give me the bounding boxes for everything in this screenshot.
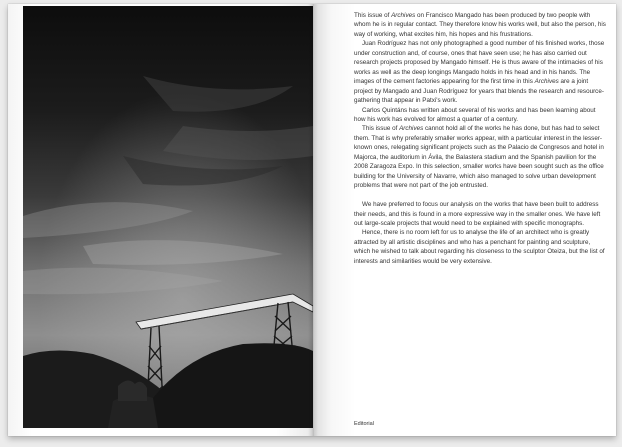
right-page [313,4,616,436]
paragraph-5: We have preferred to focus our analysis on the works that have been built to address their needs, and this is found in a more expressive way in the smaller ones. We have left out large-scale projects that would need to be explained with specific monographs. [354,201,601,227]
paragraph-3: Carlos Quintáns has written about several of his works and has been learning about how his work has evolved for almost a quarter of a century. [354,106,596,123]
cement-factory-photo [23,6,313,428]
paragraph-6: Hence, there is no room left for us to analyse the life of an architect who is greatly attracted by all artistic disciplines and who has a penchant for painting and sculpture, which he wished to talk about regarding his closeness to the sculptor Oteiza, but the list of interests and similarities would be very extensive. [354,229,605,265]
editorial-text [354,11,606,266]
page-footer-section: Editorial [354,421,374,427]
paragraph-2: Juan Rodríguez has not only photographed a good number of his finished works, those under construction and, of course, ones that have seen use; he has also carried out research projects proposed by Mangado himself. He is thus aware of the intimacies of his works as well as the deep longings Mangado holds in his head and in his hands. The images of the cement factories appearing for the first time in this Archives are a joint project by Mangado and Juan Rodríguez for years that blends the research and resource-gathering that appear in Patxi's work. [354,40,605,105]
magazine-spread [8,4,616,436]
paragraph-4: This issue of Archives cannot hold all of the works he has done, but has had to select them. That is why preferably smaller works appear, with a particular interest in the lesser-known ones, relegating significant projects such as the Palacio de Congresos and hotel in Majorca, the auditorium in Ávila, the Balastera stadium and the Spanish pavilion for the 2008 Zaragoza Expo. In this selection, smaller works have been sought such as the office building for the University of Navarre, which also managed to solve urban development problems that were not part of the job entrusted. [354,125,604,190]
paragraph-1: This issue of Archives on Francisco Mangado has been produced by two people with whom he is in regular contact. They therefore know his works well, but also the person, his way of working, what excites him, his hopes and his frustrations. [354,12,606,38]
left-page [8,4,313,436]
